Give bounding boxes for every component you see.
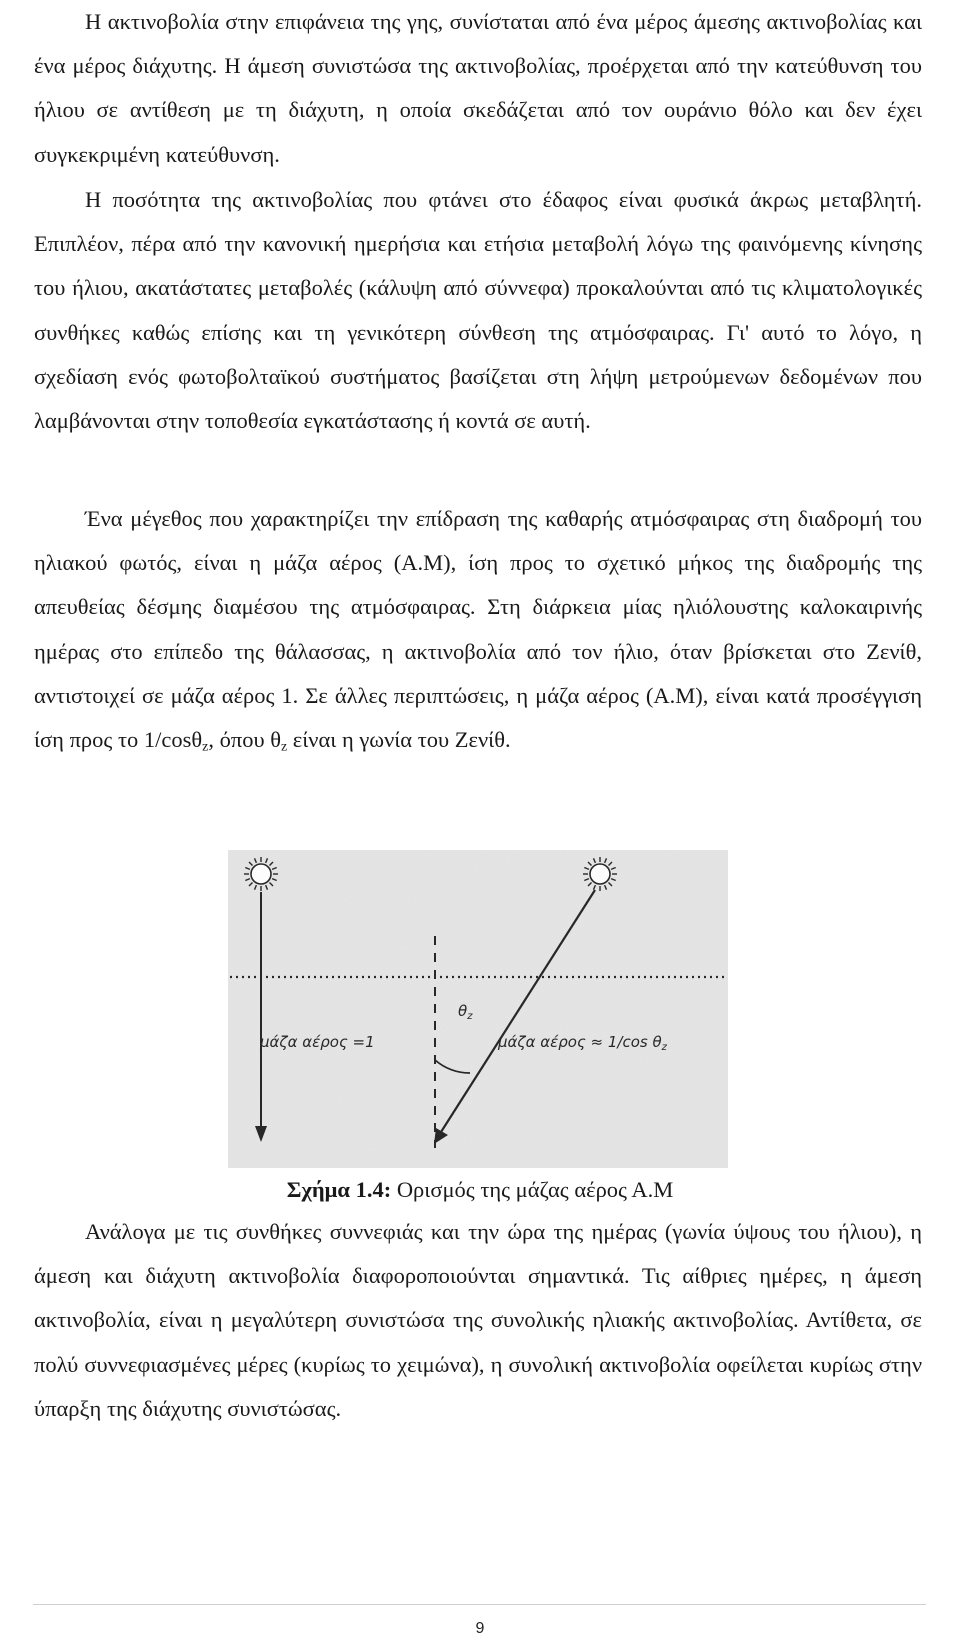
page-number: 9 <box>475 1620 485 1637</box>
paragraph-radiation-variability: Η ποσότητα της ακτινοβολίας που φτάνει στο έδαφος είναι φυσικά άκρως μεταβλητή. Επιπλέον, πέρα από την κανονική ημερήσια και ετήσια μεταβολή λόγω της φαινόμενης κίνησης του ήλιου, ακατάστατες μεταβολές (κάλυψη από σύννεφα) προκαλούνται από τις κλιματολογικές συνθήκες καθώς επίσης και τη γενικότερη σύνθεση της ατμόσφαιρας. Γι' αυτό το λόγο, η σχεδίαση ενός φωτοβολταϊκού συστήματος βασίζεται στη λήψη μετρούμενων δεδομένων που λαμβάνονται στην τοποθεσία εγκατάστασης ή κοντά σε αυτή. <box>34 187 922 434</box>
air-mass-text-part3: είναι η γωνία του Ζενίθ. <box>287 727 511 753</box>
paragraph-direct-diffuse-radiation: Η ακτινοβολία στην επιφάνεια της γης, συνίσταται από ένα μέρος άμεσης ακτινοβολίας και ένα μέρος διάχυτης. Η άμεση συνιστώσα της ακτινοβολίας, προέρχεται από την κατεύθυνση του ήλιου σε αντίθεση με τη διάχυτη, η οποία σκεδάζεται από τον ουράνιο θόλο και δεν έχει συγκεκριμένη κατεύθυνση. <box>34 9 922 167</box>
zenith-subscript: z <box>202 739 209 755</box>
footer-divider <box>33 1604 926 1605</box>
paragraph-cloudiness: Ανάλογα με τις συνθήκες συννεφιάς και την ώρα της ημέρας (γωνία ύψους του ήλιου), η άμεση και διάχυτη ακτινοβολία διαφοροποιούνται σημαντικά. Τις αίθριες ημέρες, η άμεση ακτινοβολία, είναι η μεγαλύτερη συνιστώσα της συνολικής ηλιακής ακτινοβολίας. Αντίθετα, σε πολύ συννεφιασμένες μέρες (κυρίως το χειμώνα), η συνολική ακτινοβολία οφείλεται κυρίως στην ύπαρξη της διάχυτης συνιστώσας. <box>34 1219 922 1421</box>
air-mass-figure <box>228 850 728 1168</box>
air-mass-text-part2: , όπου θ <box>208 727 281 753</box>
caption-text: Ορισμός της μάζας αέρος Α.Μ <box>391 1177 674 1202</box>
zenith-subscript: z <box>280 739 288 755</box>
paragraph-air-mass <box>34 497 922 770</box>
figure-caption <box>0 1175 960 1205</box>
air-mass-text-part1: Ένα μέγεθος που χαρακτηρίζει την επίδραση της καθαρής ατμόσφαιρας στη διαδρομή του ηλιακού φωτός, είναι η μάζα αέρος (Α.Μ), ίση προς το σχετικό μήκος της διαδρομής της απευθείας δέσμης διαμέσου της ατμόσφαιρας. Στη διάρκεια μίας ηλιόλουστης καλοκαιρινής ημέρας στο επίπεδο της θάλασσας, η ακτινοβολία από τον ήλιο, όταν βρίσκεται στο Ζενίθ, αντιστοιχεί σε μάζα αέρος 1. Σε άλλες περιπτώσεις, η μάζα αέρος (Α.Μ), είναι κατά προσέγγιση ίση προς το 1/cosθ <box>34 506 922 753</box>
caption-label: Σχήμα 1.4: <box>286 1177 392 1202</box>
